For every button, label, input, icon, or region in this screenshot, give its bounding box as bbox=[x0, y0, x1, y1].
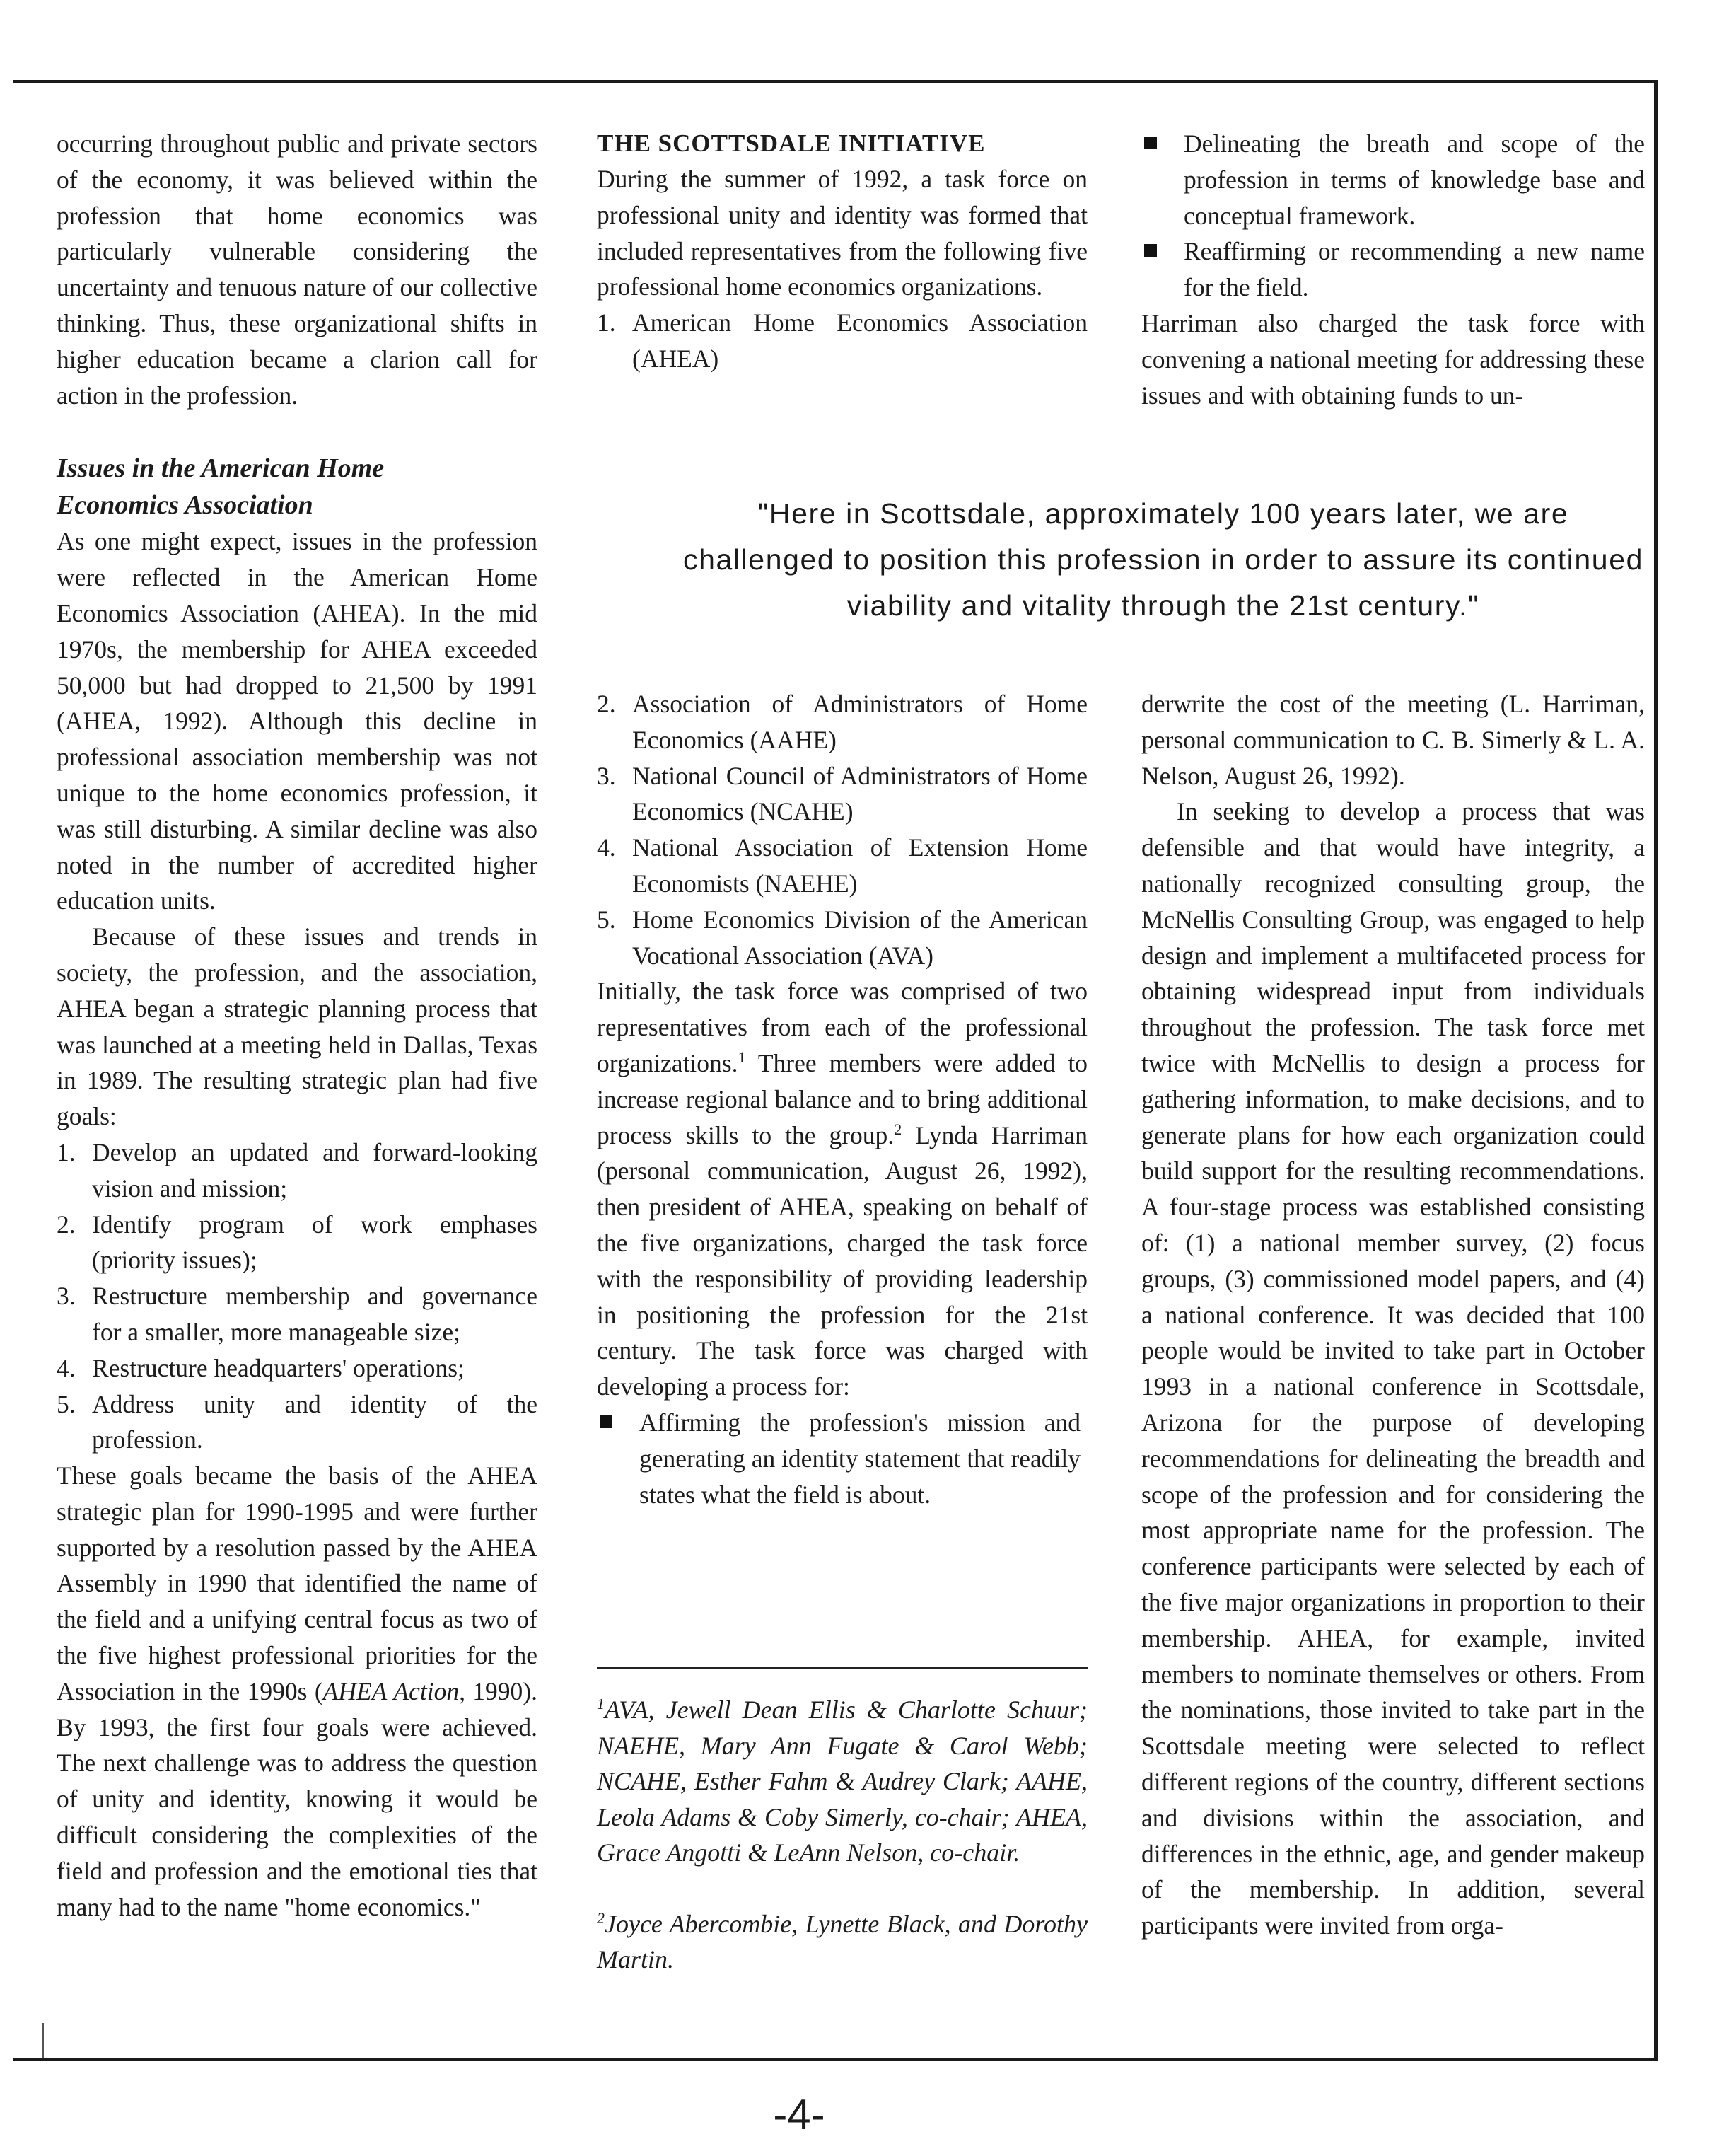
column-2-bottom bbox=[597, 686, 1088, 1512]
top-border-rule bbox=[13, 80, 1658, 83]
process-bullets-list bbox=[597, 1405, 1088, 1512]
organization-item: 5. Home Economics Division of the American Vocational Association (AVA) bbox=[597, 905, 1088, 970]
col3-paragraph-1-bottom: derwrite the cost of the meeting (L. Harriman, personal communication to C. B. Simerly & L. A. Nelson, August 26, 1992). bbox=[1141, 690, 1645, 790]
heading-line-1: Issues in the American Home bbox=[57, 453, 385, 484]
col1-paragraph-3: Because of these issues and trends in society, the profession, and the association, AHEA began a strategic planning process that was launched at a meeting held in Dallas, Texas in 1989. The resulting strategic plan had five goals: bbox=[57, 922, 538, 1131]
square-bullet-icon bbox=[1144, 244, 1157, 257]
goal-item: 1. Develop an updated and forward-looking vision and mission; bbox=[57, 1137, 537, 1202]
scan-mark bbox=[42, 2023, 44, 2058]
footnotes bbox=[597, 1692, 1088, 2013]
strategic-goals-list bbox=[57, 1135, 537, 1458]
goal-item: 4. Restructure headquarters' operations; bbox=[57, 1353, 465, 1382]
square-bullet-icon bbox=[1144, 137, 1157, 149]
section-heading-ahea-issues bbox=[57, 450, 537, 523]
goal-item: 3. Restructure membership and governance for a smaller, more manageable size; bbox=[57, 1282, 537, 1346]
bullet-item: Reaffirming or recommending a new name for the field. bbox=[1141, 233, 1645, 306]
bottom-border-rule bbox=[13, 2058, 1658, 2061]
footnote-1: $^1$AVA, Jewell Dean Ellis & Charlotte Schuur; NAEHE, Mary Ann Fugate & Carol Webb; NCAHE, Esther Fahm & Audrey Clark; AAHE, Leola Adams & Coby Simerly, co-chair; AHEA, Grace Angotti & LeAnn Nelson, co-chair. bbox=[597, 1695, 1088, 1867]
column-1 bbox=[57, 126, 537, 1925]
organizations-list-bottom bbox=[597, 686, 1088, 973]
footnote-ref-1: 1 bbox=[738, 1048, 746, 1067]
page-number: -4- bbox=[773, 2091, 825, 2138]
organization-item: 2. Association of Administrators of Home Economics (AAHE) bbox=[597, 690, 1088, 754]
organization-item: 4. National Association of Extension Home Economists (NAEHE) bbox=[597, 833, 1088, 898]
bullet-item: Delineating the breath and scope of the profession in terms of knowledge base and conceptual framework. bbox=[1141, 126, 1645, 233]
goal-item: 5. Address unity and identity of the profession. bbox=[57, 1389, 537, 1454]
col1-paragraph-1: occurring throughout public and private sectors of the economy, it was believed within the profession that home economics was particularly vulnerable considering the uncertainty and tenuous nature of our collective thinking. Thus, these organizational shifts in higher education became a clarion call for action in the profession. bbox=[57, 129, 537, 410]
bullet-item: Affirming the profession's mission and generating an identity statement that readily states what the field is about. bbox=[597, 1405, 1081, 1512]
footnote-divider bbox=[597, 1667, 1088, 1669]
heading-line-2: Economics Association bbox=[57, 490, 313, 521]
col1-paragraph-4: These goals became the basis of the AHEA strategic plan for 1990-1995 and were further supported by a resolution passed by the AHEA Assembly in 1990 that identified the name of the field and a unifying central focus as two of the five highest professional priorities for the Association in the 1990s (AHEA Action, 1990). By 1993, the first four goals were achieved. The next challenge was to address the question of unity and identity, knowing it would be difficult considering the complexities of the field and profession and the emotional ties that many had to the name "home economics." bbox=[57, 1461, 537, 1921]
goal-item: 2. Identify program of work emphases (priority issues); bbox=[57, 1210, 537, 1275]
section-heading-scottsdale: THE SCOTTSDALE INITIATIVE bbox=[597, 129, 986, 157]
footnote-ref-2: 2 bbox=[894, 1120, 902, 1138]
pull-quote: "Here in Scottsdale, approximately 100 years later, we are challenged to position this profession in order to assure its continued viability and vitality through the 21st century." bbox=[682, 497, 1643, 622]
footnote-2: $^2$Joyce Abercombie, Lynette Black, and Dorothy Martin. bbox=[597, 1908, 1088, 1974]
col2-paragraph-1: During the summer of 1992, a task force on professional unity and identity was formed that included representatives from the following five professional home economics organizations. bbox=[597, 165, 1088, 301]
column-3-top bbox=[1141, 126, 1645, 413]
col3-paragraph-1-top: Harriman also charged the task force with convening a national meeting for addressing these issues and with obtaining funds to un- bbox=[1141, 308, 1645, 410]
organization-item: 1. American Home Economics Association (AHEA) bbox=[597, 308, 1088, 373]
task-bullets-list bbox=[1141, 126, 1645, 306]
organizations-list-top bbox=[597, 305, 1088, 377]
right-border-rule bbox=[1654, 80, 1658, 2061]
col3-paragraph-2: In seeking to develop a process that was defensible and that would have integrity, a nationally recognized consulting group, the McNellis Consulting Group, was engaged to help design and implement a multifaceted process for obtaining widespread input from individuals throughout the profession. The task force met twice with McNellis to design a process for gathering information, to make decisions, and to generate plans for how each organization could build support for the resulting recommendations. A four-stage process was established consisting of: (1) a national member survey, (2) focus groups, (3) commissioned model papers, and (4) a national conference. It was decided that 100 people would be invited to take part in October 1993 in a national conference in Scottsdale, Arizona for the purpose of developing recommendations for delineating the breadth and scope of the profession and for considering the most appropriate name for the profession. The conference participants were selected by each of the five major organizations in proportion to their membership. AHEA, for example, invited members to nominate themselves or others. From the nominations, those invited to take part in the Scottsdale meeting were selected to reflect different regions of the country, different sections and divisions within the association, and differences in the ethnic, age, and gender makeup of the membership. In addition, several participants were invited from orga- bbox=[1141, 797, 1645, 1940]
col1-paragraph-2: As one might expect, issues in the profession were reflected in the American Home Economics Association (AHEA). In the mid 1970s, the membership for AHEA exceeded 50,000 but had dropped to 21,500 by 1991 (AHEA, 1992). Although this decline in professional association membership was not unique to the home economics profession, it was still disturbing. A similar decline was also noted in the number of accredited higher education units. bbox=[57, 527, 537, 915]
column-3-bottom bbox=[1141, 686, 1645, 1944]
organization-item: 3. National Council of Administrators of Home Economics (NCAHE) bbox=[597, 761, 1088, 826]
column-2-top bbox=[597, 126, 1088, 377]
col2-paragraph-2: Initially, the task force was comprised of two representatives from each of the professional organizations.$^1$ Three members were added to increase regional balance and to bring additional process skills to the group.$^2$ Lynda Harriman (personal communication, August 26, 1992), then president of AHEA, speaking on behalf of the five organizations, charged the task force with the responsibility of providing leadership in positioning the profession for the 21st century. The task force was charged with developing a process for: bbox=[597, 977, 1088, 1401]
square-bullet-icon bbox=[600, 1415, 612, 1428]
